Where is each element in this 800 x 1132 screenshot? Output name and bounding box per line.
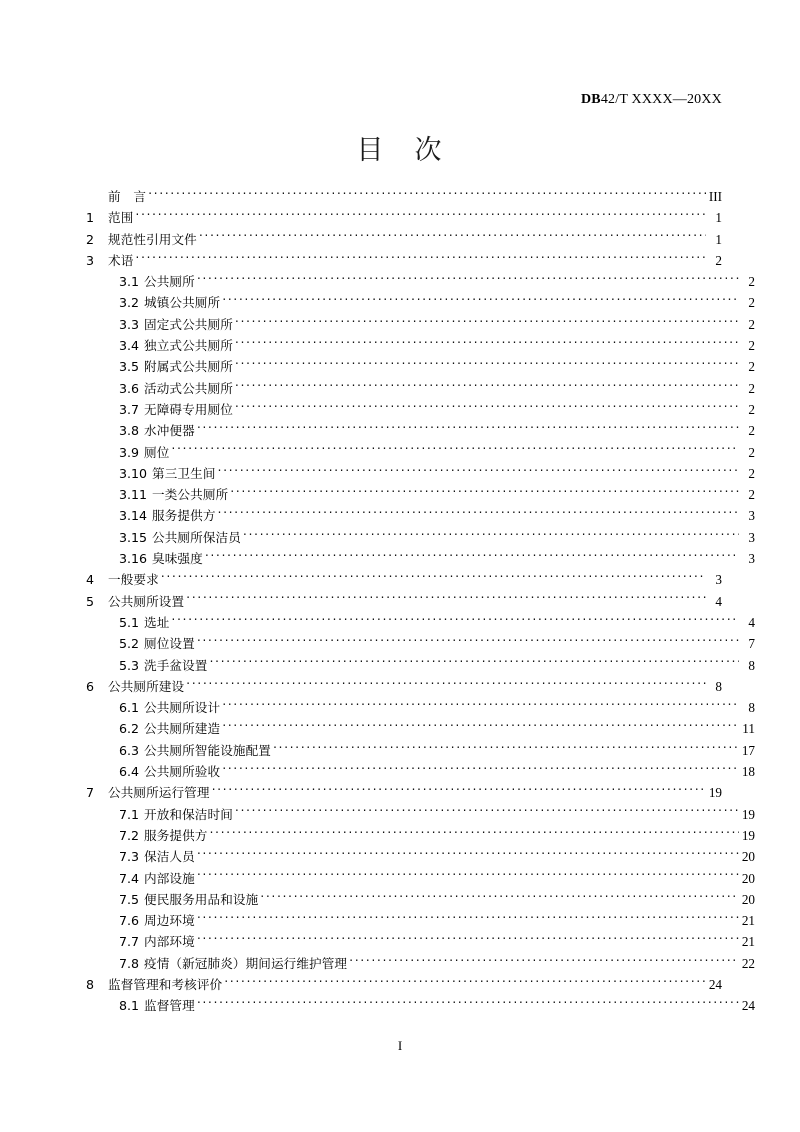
toc-leader-dots	[135, 252, 706, 265]
toc-entry-page-number: 2	[748, 274, 755, 290]
toc-entry-number: 8	[86, 976, 95, 992]
toc-leader-dots	[210, 827, 740, 840]
toc-leader-dots	[235, 806, 739, 819]
toc-entry[interactable]	[86, 250, 722, 271]
toc-entry-page-number: 19	[741, 827, 755, 843]
toc-entry-label: 公共厕所运行管理	[108, 785, 210, 801]
toc-leader-dots	[197, 423, 739, 436]
toc-leader-dots	[222, 295, 739, 308]
standard-code-suffix: 42/T XXXX—20XX	[600, 92, 722, 107]
toc-entry[interactable]	[86, 761, 755, 782]
toc-entry-label: 范围	[108, 210, 134, 226]
toc-leader-dots	[171, 444, 739, 457]
toc-leader-dots	[235, 316, 739, 329]
toc-entry-label: 厕位设置	[144, 636, 195, 652]
toc-entry-label: 洗手盆设置	[144, 657, 208, 673]
toc-entry-number: 3.7	[119, 401, 140, 417]
toc-entry-number: 3.11	[119, 487, 148, 503]
toc-entry-number: 6.1	[119, 700, 140, 716]
toc-entry-number: 3.5	[119, 359, 140, 375]
toc-entry[interactable]	[86, 804, 755, 825]
toc-entry-page-number: 8	[715, 678, 722, 694]
toc-entry-label: 选址	[144, 614, 170, 630]
toc-leader-dots	[197, 849, 739, 862]
toc-entry-page-number: 1	[715, 231, 722, 247]
toc-entry-number: 3.10	[119, 465, 148, 481]
toc-leader-dots	[218, 508, 739, 521]
toc-entry-page-number: III	[708, 189, 722, 204]
toc-entry[interactable]	[86, 655, 755, 676]
toc-entry-number: 3.1	[119, 274, 140, 290]
footer-page-number: I	[397, 1038, 403, 1053]
toc-entry-number: 3	[86, 252, 95, 268]
toc-entry-label: 公共厕所建设	[108, 678, 185, 694]
toc-entry-label: 周边环境	[144, 913, 195, 929]
toc-leader-dots	[186, 593, 706, 606]
toc-entry-label: 便民服务用品和设施	[144, 891, 259, 907]
toc-entry-label: 厕位	[144, 444, 170, 460]
toc-entry-number: 6.4	[119, 764, 140, 780]
toc-entry-page-number: 2	[748, 359, 755, 375]
toc-entry-label: 公共厕所设计	[144, 700, 221, 716]
toc-entry-number: 7.2	[119, 827, 140, 843]
toc-entry-number: 5.2	[119, 636, 140, 652]
toc-entry-label: 术语	[108, 252, 134, 268]
standard-code-header	[80, 92, 722, 108]
toc-entry[interactable]	[86, 356, 755, 377]
toc-entry[interactable]	[86, 910, 755, 931]
toc-leader-dots	[197, 998, 739, 1011]
toc-entry-number: 3.4	[119, 338, 140, 354]
toc-entry-label: 公共厕所验收	[144, 764, 221, 780]
toc-entry-label: 服务提供方	[152, 508, 216, 524]
toc-entry[interactable]	[86, 825, 755, 846]
toc-leader-dots	[218, 465, 739, 478]
toc-entry-page-number: 2	[748, 295, 755, 311]
toc-entry[interactable]	[86, 718, 755, 739]
toc-entry-number: 6.2	[119, 721, 140, 737]
toc-leader-dots	[186, 678, 706, 691]
toc-entry-page-number: 2	[715, 252, 722, 268]
toc-entry-page-number: 19	[741, 806, 755, 822]
toc-entry-label: 监督管理	[144, 998, 195, 1014]
toc-leader-dots	[224, 976, 706, 989]
toc-entry-page-number: 3	[748, 508, 755, 524]
toc-entry[interactable]	[86, 676, 722, 697]
toc-entry-page-number: 20	[741, 891, 755, 907]
toc-entry-page-number: 2	[748, 338, 755, 354]
toc-entry[interactable]	[86, 335, 755, 356]
toc-entry-number: 7.8	[119, 955, 140, 971]
toc-entry-page-number: 2	[748, 423, 755, 439]
toc-leader-dots	[135, 210, 706, 223]
toc-entry-page-number: 24	[741, 998, 755, 1014]
toc-entry[interactable]	[86, 697, 755, 718]
toc-leader-dots	[235, 337, 739, 350]
toc-leader-dots	[197, 274, 739, 287]
toc-entry-page-number: 1	[715, 210, 722, 226]
toc-entry[interactable]	[86, 463, 755, 484]
toc-leader-dots	[235, 359, 739, 372]
toc-leader-dots	[210, 657, 740, 670]
toc-entry-label: 前 言	[108, 189, 147, 204]
toc-leader-dots	[171, 614, 739, 627]
toc-entry-label: 公共厕所智能设施配置	[144, 742, 271, 758]
toc-entry-page-number: 18	[741, 764, 755, 780]
toc-leader-dots	[222, 700, 739, 713]
toc-entry-page-number: 3	[748, 529, 755, 545]
toc-entry-number: 3.16	[119, 551, 148, 567]
toc-leader-dots	[222, 721, 739, 734]
toc-entry-number: 7.5	[119, 891, 140, 907]
toc-entry-page-number: 4	[715, 593, 722, 609]
toc-leader-dots	[197, 913, 739, 926]
toc-entry-label: 水冲便器	[144, 423, 195, 439]
toc-entry-page-number: 20	[741, 849, 755, 865]
toc-leader-dots	[161, 572, 706, 585]
toc-leader-dots	[243, 529, 739, 542]
toc-entry-number: 7.6	[119, 913, 140, 929]
toc-entry-number: 3.15	[119, 529, 148, 545]
toc-entry-page-number: 21	[741, 913, 755, 929]
toc-entry-number: 4	[86, 572, 95, 588]
toc-leader-dots	[349, 955, 739, 968]
toc-entry-number: 7.7	[119, 934, 140, 950]
toc-entry-label: 内部设施	[144, 870, 195, 886]
toc-entry[interactable]	[86, 505, 755, 526]
toc-entry-label: 内部环境	[144, 934, 195, 950]
toc-leader-dots	[212, 785, 706, 798]
toc-entry[interactable]	[86, 292, 755, 313]
toc-entry[interactable]	[86, 612, 755, 633]
toc-entry-page-number: 2	[748, 401, 755, 417]
table-of-contents	[86, 186, 755, 1017]
toc-entry-label: 活动式公共厕所	[144, 380, 233, 396]
toc-entry-page-number: 2	[748, 465, 755, 481]
page-title: 目 次	[356, 135, 444, 166]
toc-entry-page-number: 17	[741, 742, 755, 758]
toc-entry-label: 规范性引用文件	[108, 231, 197, 247]
toc-entry-page-number: 21	[741, 934, 755, 950]
toc-leader-dots	[260, 891, 739, 904]
toc-entry-number: 2	[86, 231, 95, 247]
toc-leader-dots	[273, 742, 739, 755]
toc-leader-dots	[235, 401, 739, 414]
toc-entry[interactable]	[86, 229, 722, 250]
toc-entry-number: 3.6	[119, 380, 140, 396]
toc-entry[interactable]	[86, 889, 755, 910]
toc-entry-label: 独立式公共厕所	[144, 338, 233, 354]
toc-leader-dots	[197, 934, 739, 947]
toc-entry-number: 3.9	[119, 444, 140, 460]
toc-entry-number: 6	[86, 678, 95, 694]
toc-entry[interactable]	[86, 442, 755, 463]
toc-entry[interactable]	[86, 399, 755, 420]
toc-entry-label: 臭味强度	[152, 551, 203, 567]
toc-entry-number: 6.3	[119, 742, 140, 758]
toc-leader-dots	[199, 231, 706, 244]
toc-leader-dots	[148, 188, 706, 201]
toc-entry-number: 3.2	[119, 295, 140, 311]
toc-entry-label: 附属式公共厕所	[144, 359, 233, 375]
toc-entry-label: 公共厕所保洁员	[152, 529, 241, 545]
toc-entry-page-number: 8	[748, 700, 755, 716]
toc-entry[interactable]	[86, 782, 722, 803]
toc-entry-label: 一般要求	[108, 572, 159, 588]
toc-leader-dots	[197, 636, 739, 649]
toc-entry-label: 开放和保洁时间	[144, 806, 233, 822]
toc-entry[interactable]	[86, 548, 755, 569]
toc-entry-label: 公共厕所建造	[144, 721, 221, 737]
toc-entry[interactable]	[86, 527, 755, 548]
toc-entry[interactable]	[86, 931, 755, 952]
toc-entry-number: 3.8	[119, 423, 140, 439]
toc-entry[interactable]	[86, 868, 755, 889]
toc-entry-label: 疫情（新冠肺炎）期间运行维护管理	[144, 955, 348, 971]
toc-entry[interactable]	[86, 569, 722, 590]
toc-entry-number: 5.1	[119, 614, 140, 630]
toc-entry-page-number: 24	[708, 976, 722, 992]
toc-entry-page-number: 11	[742, 721, 755, 737]
toc-entry-page-number: 7	[748, 636, 755, 652]
toc-entry-label: 无障碍专用厕位	[144, 401, 233, 417]
toc-entry-number: 7.3	[119, 849, 140, 865]
toc-entry[interactable]	[86, 591, 722, 612]
toc-entry-label: 公共厕所设置	[108, 593, 185, 609]
toc-entry-page-number: 3	[748, 551, 755, 567]
toc-entry-label: 一类公共厕所	[152, 487, 229, 503]
toc-entry[interactable]	[86, 995, 755, 1016]
toc-entry-label: 第三卫生间	[152, 465, 216, 481]
toc-entry[interactable]	[86, 186, 722, 207]
toc-entry-label: 城镇公共厕所	[144, 295, 221, 311]
toc-leader-dots	[205, 550, 739, 563]
toc-entry-page-number: 8	[748, 657, 755, 673]
toc-entry-number: 5.3	[119, 657, 140, 673]
toc-entry[interactable]	[86, 207, 722, 228]
toc-entry-page-number: 22	[741, 955, 755, 971]
toc-entry-number: 7.4	[119, 870, 140, 886]
toc-entry-label: 监督管理和考核评价	[108, 976, 223, 992]
toc-entry-number: 3.14	[119, 508, 148, 524]
toc-entry-number: 5	[86, 593, 95, 609]
toc-entry-page-number: 2	[748, 444, 755, 460]
toc-entry[interactable]	[86, 846, 755, 867]
toc-entry[interactable]	[86, 484, 755, 505]
toc-entry-page-number: 3	[715, 572, 722, 588]
toc-entry-label: 服务提供方	[144, 827, 208, 843]
toc-entry-label: 保洁人员	[144, 849, 195, 865]
toc-entry[interactable]	[86, 314, 755, 335]
toc-entry-page-number: 2	[748, 380, 755, 396]
toc-leader-dots	[222, 763, 739, 776]
toc-entry-page-number: 2	[748, 487, 755, 503]
toc-entry-page-number: 19	[708, 785, 722, 801]
toc-entry[interactable]	[86, 974, 722, 995]
toc-leader-dots	[197, 870, 739, 883]
toc-entry[interactable]	[86, 633, 755, 654]
standard-code-prefix: DB	[580, 92, 601, 107]
toc-entry[interactable]	[86, 271, 755, 292]
toc-entry-number: 1	[86, 210, 95, 226]
toc-entry[interactable]	[86, 953, 755, 974]
toc-entry-label: 公共厕所	[144, 274, 195, 290]
toc-entry-label: 固定式公共厕所	[144, 316, 233, 332]
toc-entry[interactable]	[86, 740, 755, 761]
toc-entry[interactable]	[86, 378, 755, 399]
toc-entry[interactable]	[86, 420, 755, 441]
toc-leader-dots	[230, 487, 739, 500]
toc-entry-number: 7	[86, 785, 95, 801]
toc-leader-dots	[235, 380, 739, 393]
toc-entry-number: 7.1	[119, 806, 140, 822]
toc-entry-page-number: 2	[748, 316, 755, 332]
toc-entry-number: 3.3	[119, 316, 140, 332]
toc-entry-page-number: 4	[748, 614, 755, 630]
toc-entry-page-number: 20	[741, 870, 755, 886]
toc-entry-number: 8.1	[119, 998, 140, 1014]
